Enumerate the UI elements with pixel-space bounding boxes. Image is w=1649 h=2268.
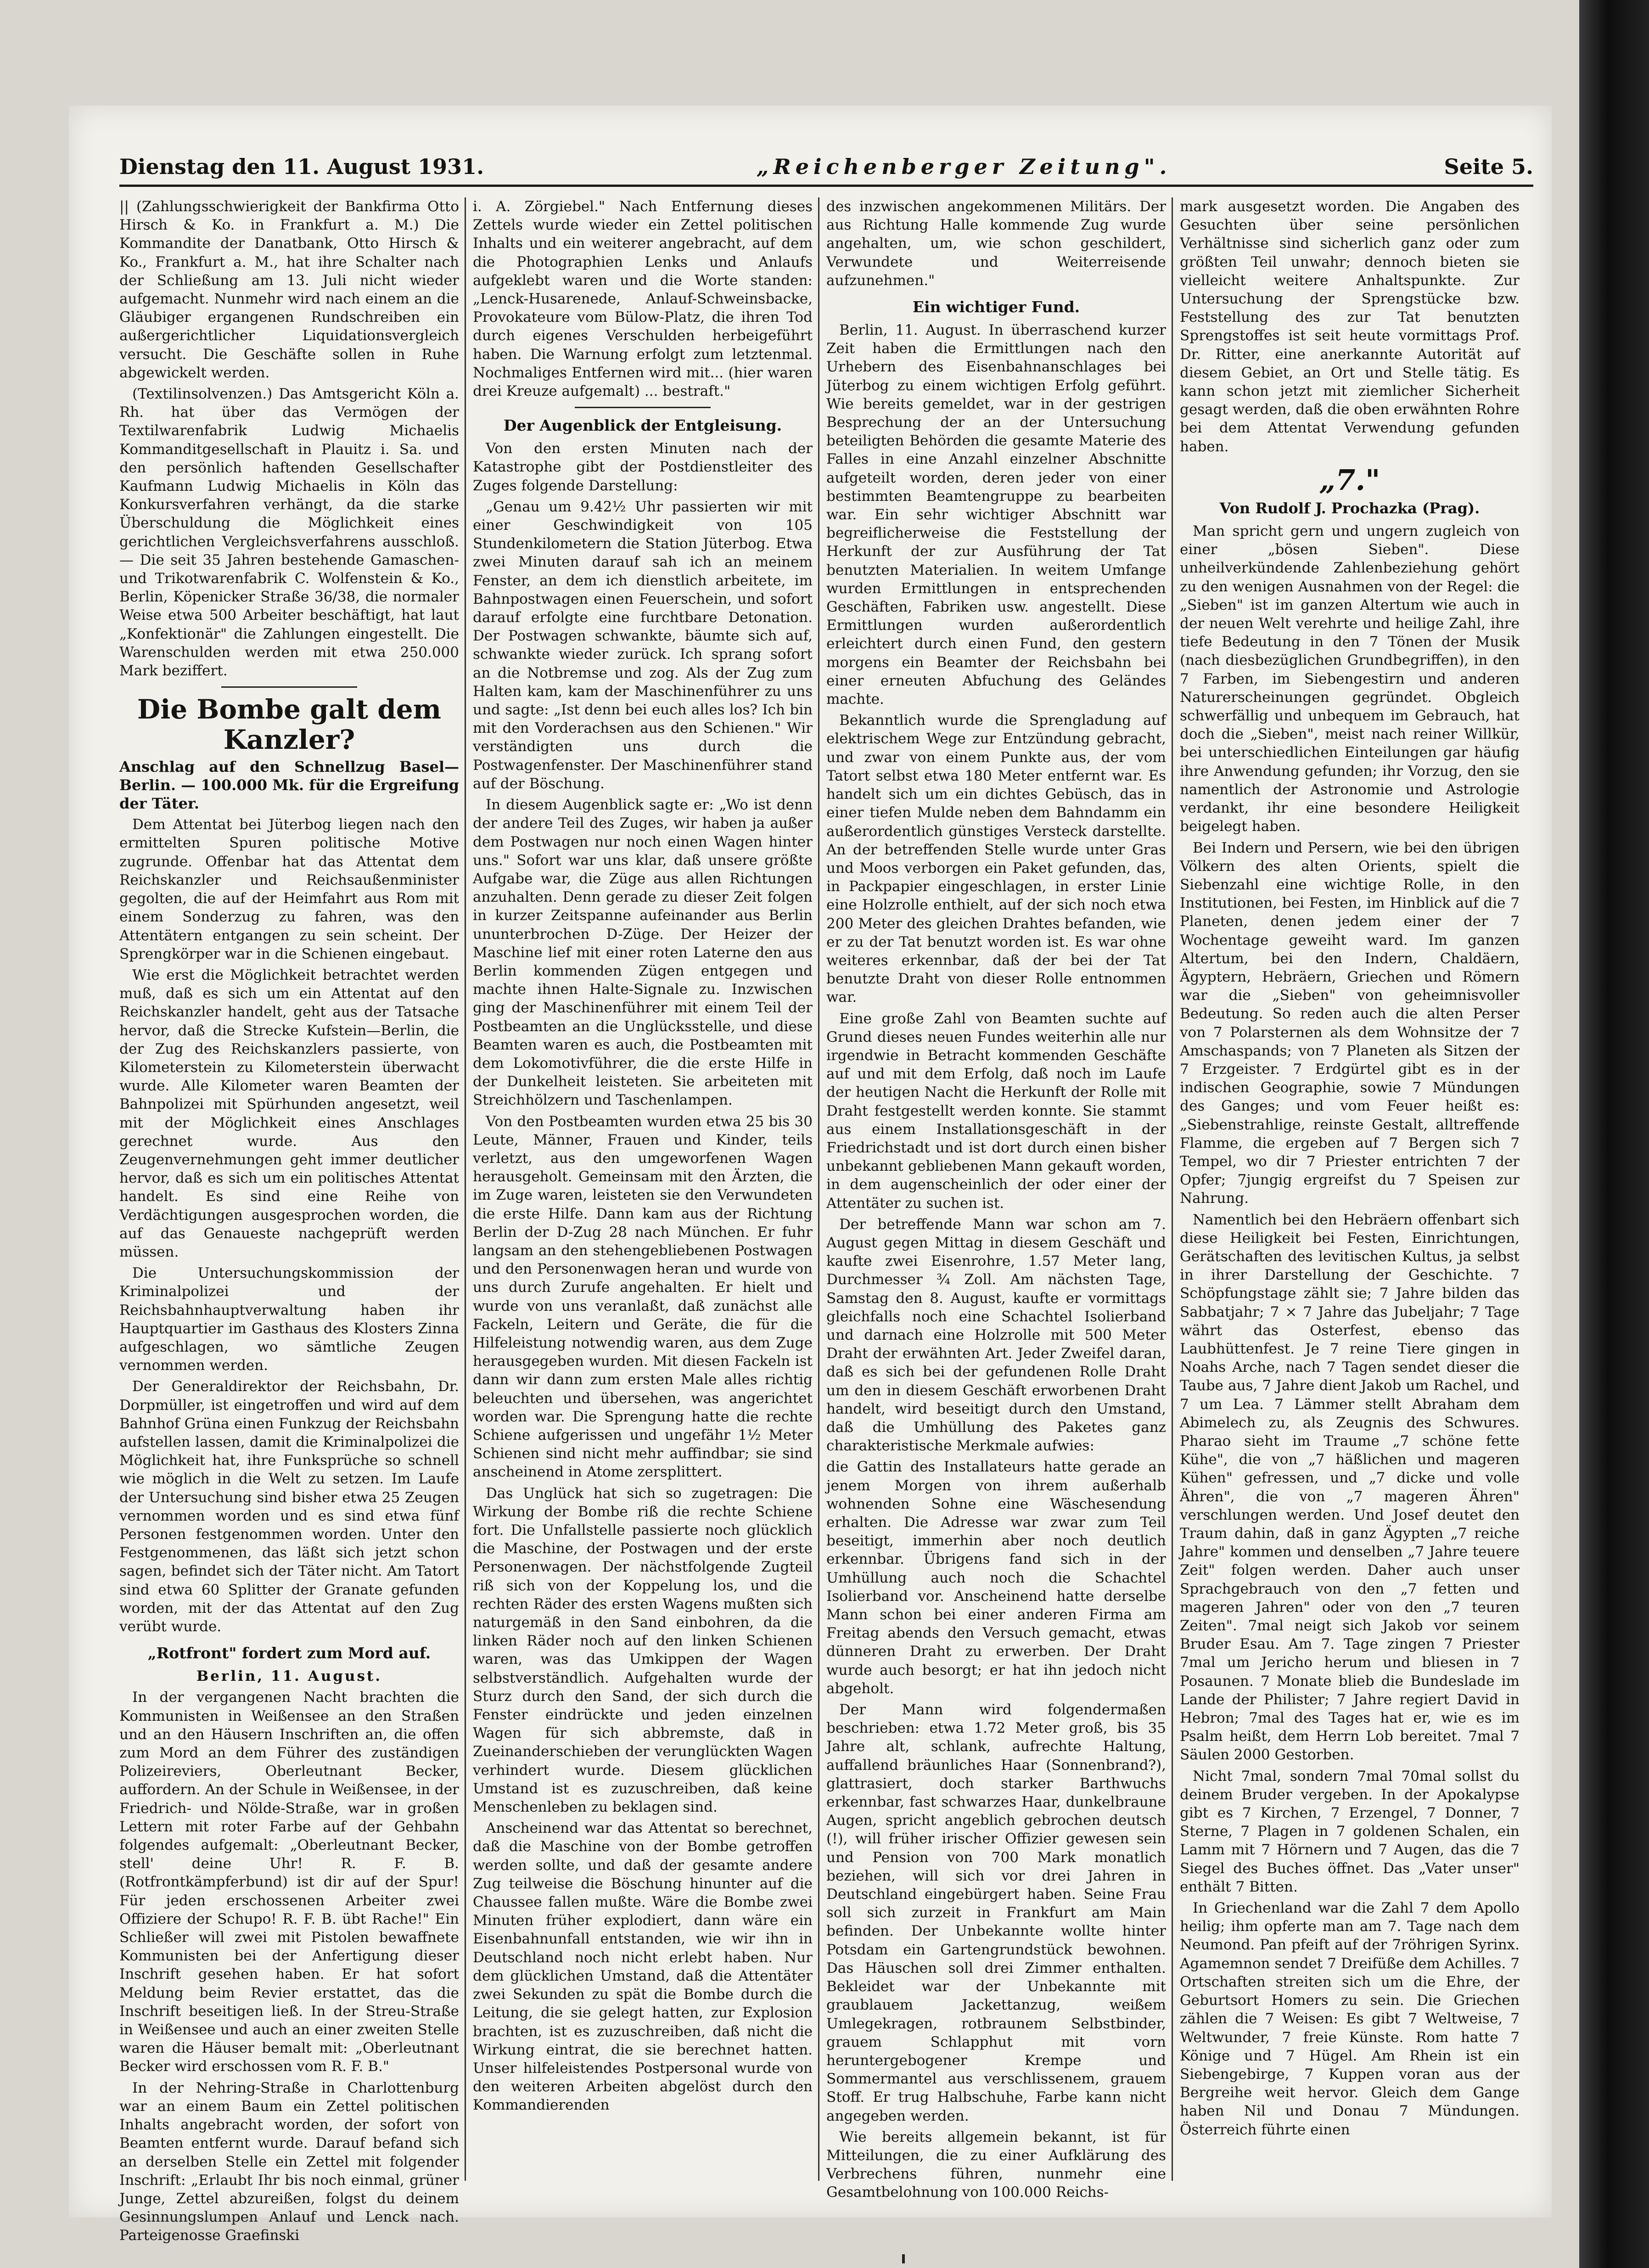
article-paragraph: Von den Postbeamten wurden etwa 25 bis 30 Leute, Männer, Frauen und Kinder, teils verletzt, aus den umgeworfenen Wagen herausgeholt. Gemeinsam mit den Ärzten, die im Zuge waren, leisteten sie den Verwundeten die erste Hilfe. Dann kam aus der Richtung Berlin der D-Zug 28 nach München. Er fuhr langsam an den stehengebliebenen Postwagen und den Personenwagen heran und wurde von uns durch Zurufe angehalten. Er hielt und wurde von uns veranlaßt, daß zunächst alle Fackeln, Leitern und Geräte, die für die Hilfeleistung notwendig waren, aus dem Zuge herausgegeben wurden. Mit diesen Fackeln ist dann wir dann zum ersten Male alles richtig beleuchten und übersehen, was angerichtet worden war. Die Sprengung hatte die rechte Schiene aufgerissen und ungefähr 1½ Meter Schienen sind nicht mehr auffindbar; sie sind anscheinend in Atome zersplittert. <box>473 1113 813 1481</box>
article-paragraph: In der Nehring-Straße in Charlottenburg war an einem Baum ein Zettel politischen Inhalts angebracht worden, der sofort von Beamten entfernt wurde. Darauf befand sich an derselben Stelle ein Zettel mit folgender Inschrift: „Erlaubt Ihr bis noch einmal, grüner Junge, Zettel abzureißen, folgst du deinem Gesinnungslumpen Anlauf und Lenck nach. Parteigenosse Graefinski <box>119 2079 459 2244</box>
article-paragraph: In Griechenland war die Zahl 7 dem Apollo heilig; ihm opferte man am 7. Tage nach dem Neumond. Pan pfeift auf der 7röhrigen Syrinx. Agamemnon sendet 7 Dreifüße dem Achilles. 7 Ortschaften streiten sich um die Ehre, der Geburtsort Homers zu sein. Die Griechen zählen die 7 Weisen: Es gibt 7 Weltweise, 7 Weltwunder, 7 freie Künste. Rom hatte 7 Könige und 7 Hügel. Am Rhein ist ein Siebengebirge, 7 Kuppen voran aus der Bergreihe weit hervor. Gleich dem Gange haben Nil und Donau 7 Mündungen. Österreich führte einen <box>1180 1900 1520 2138</box>
headline-fund: Ein wichtiger Fund. <box>912 298 1080 316</box>
article-paragraph: Anscheinend war das Attentat so berechnet, daß die Maschine von der Bombe getroffen werden sollte, und daß der gesamte andere Zug teilweise die Böschung hinunter auf die Chaussee fallen mußte. Wäre die Bombe zwei Minuten früher explodiert, dann wäre ein Eisenbahnunfall entstanden, wie wir ihn in Deutschland noch nicht erlebt haben. Nur dem glücklichen Umstand, daß die Attentäter zwei Sekunden zu spät die Bombe durch die Leitung, die sie gelegt hatten, zur Explosion brachten, ist es zuzuschreiben, daß nicht die Wirkung eintrat, die sie berechnet hatten. Unser hilfeleistendes Postpersonal wurde von den weiteren Arbeiten abgelöst durch den Kommandierenden <box>473 1820 813 2114</box>
article-paragraph: des inzwischen angekommenen Militärs. Der aus Richtung Halle kommende Zug wurde angehalten, um, wie schon geschildert, Verwundete und Weiterreisende aufzunehmen." <box>826 198 1166 289</box>
dateline: Berlin, 11. August. <box>196 1668 382 1685</box>
article-paragraph: In diesem Augenblick sagte er: „Wo ist denn der andere Teil des Zuges, wir haben ja außer dem Postwagen nur noch einen Wagen hinter uns." Sofort war uns klar, daß unsere größte Aufgabe war, die Züge aus allen Richtungen anzuhalten. Denn gerade zu dieser Zeit folgen in kurzer Zeitspanne aufeinander aus Berlin ununterbrochen D-Züge. Der Heizer der Maschine lief mit einer roten Laterne den aus Berlin kommenden Zügen entgegen und machte ihnen Halte-Signale zu. Inzwischen ging der Maschinenführer mit einem Teil der Postbeamten an die Unglücksstelle, und diese Beamten waren es auch, die Postbeamten mit dem Lokomotivführer, die die erste Hilfe in der Dunkelheit leisteten. Sie arbeiteten mit Streichhölzern und Taschenlampen. <box>473 797 813 1109</box>
article-paragraph: Das Unglück hat sich so zugetragen: Die Wirkung der Bombe riß die rechte Schiene fort. Die Unfallstelle passierte noch glücklich die Maschine, der Postwagen und der erste Personenwagen. Der nächstfolgende Zugteil riß sich von der Koppelung los, und die rechten Räder des ersten Wagens mußten sich naturgemäß in den Sand einbohren, da die linken Räder noch auf den linken Schienen waren, was das Umkippen der Wagen selbstverständlich. Aufgehalten wurde der Sturz durch den Sand, der sich durch die Fenster eindrückte und jeden einzelnen Wagen für sich abbremste, daß in Zueinanderschieben der verunglückten Wagen verhindert wurde. Diesem glücklichen Umstand ist es zuzuschreiben, daß keine Menschenleben zu beklagen sind. <box>473 1485 813 1816</box>
article-paragraph: „Genau um 9.42½ Uhr passierten wir mit einer Geschwindigkeit von 105 Stundenkilometern die Station Jüterbog. Etwa zwei Minuten darauf sah ich an meinem Fenster, an dem ich dienstlich arbeitete, im Bahnpostwagen einen Feuerschein, und sofort darauf erfolgte eine furchtbare Detonation. Der Postwagen schwankte, bäumte sich auf, schwankte wieder zurück. Ich sprang sofort an die Notbremse und zog. Als der Zug zum Halten kam, kam der Maschinenführer zu uns und sagte: „Ist denn bei euch alles los? Ich bin mit den Vorderachsen aus den Schienen." Wir verständigten uns durch die Postwagenfenster. Der Maschinenführer stand auf der Böschung. <box>473 498 813 792</box>
article-paragraph: Wie bereits allgemein bekannt, ist für Mitteilungen, die zu einer Aufklärung des Verbrechens führen, nunmehr eine Gesamtbelohnung von 100.000 Reichs- <box>826 2128 1166 2201</box>
separator <box>221 686 357 688</box>
article-paragraph: Der betreffende Mann war schon am 7. August gegen Mittag in diesem Geschäft und kaufte zwei Eisenrohre, 1.57 Meter lang, Durchmesser ¾ Zoll. Am nächsten Tage, Samstag den 8. August, kaufte er vormittags gleichfalls noch eine Schachtel Isolierband und darnach eine Holzrolle mit 500 Meter Draht der erwähnten Art. Jeder Zweifel daran, daß es sich bei der gefundenen Rolle Draht um den in diesem Geschäft erworbenen Draht handelt, wird beseitigt durch den Umstand, daß die Umhüllung des Paketes ganz charakteristische Merkmale aufwies: <box>826 1216 1166 1454</box>
article-paragraph: Dem Attentat bei Jüterbog liegen nach den ermittelten Spuren politische Motive zugrunde. Offenbar hat das Attentat dem Reichskanzler und Reichsaußenminister gegolten, die auf der Heimfahrt aus Rom mit einem Sonderzug zu fahren, was den Attentätern entgangen zu sein scheint. Der Sprengkörper war in die Schienen eingebaut. <box>119 816 459 962</box>
article-paragraph: In der vergangenen Nacht brachten die Kommunisten in Weißensee an den Straßen und an den Häusern Inschriften an, die offen zum Mord an dem Führer des zuständigen Polizeireviers, Oberleutnant Becker, auffordern. An der Schule in Weißensee, in der Friedrich- und Nölde-Straße, war in großen Lettern mit roter Farbe auf der Gehbahn folgendes aufgemalt: „Oberleutnant Becker, stell' deine Uhr! R. F. B. (Rotfrontkämpferbund) ist dir auf der Spur! Für jeden erschossenen Arbeiter zwei Offiziere der Schupo! R. F. B. übt Rache!" Ein Schließer will zwei mit Pistolen bewaffnete Kommunisten bei der Anfertigung dieser Inschrift gesehen haben. Er hat sofort Meldung beim Revier erstattet, das die Inschrift beseitigen ließ. In der Streu-Straße in Weißensee und auch an einer zweiten Stelle waren die Häuser bemalt mit: „Oberleutnant Becker wird erschossen vom R. F. B." <box>119 1689 459 2075</box>
print-mark <box>902 2254 905 2263</box>
header-rule <box>119 185 1533 187</box>
article-paragraph: Der Generaldirektor der Reichsbahn, Dr. Dorpmüller, ist eingetroffen und wird auf dem Bahnhof Grüna einen Funkzug der Reichsbahn aufstellen lassen, damit die Kriminalpolizei die Möglichkeit hat, ihre Funksprüche so schnell wie möglich in die Welt zu setzen. Im Laufe der Untersuchung sind bisher etwa 25 Zeugen vernommen worden und es sind etwa fünf Personen festgenommen worden. Unter den Festgenommenen, das läßt sich jetzt schon sagen, befindet sich der Täter nicht. Am Tatort sind etwa 60 Splitter der Granate gefunden worden, mit der das Attentat auf den Zug verübt wurde. <box>119 1378 459 1635</box>
article-paragraph: mark ausgesetzt worden. Die Angaben des Gesuchten über seine persönlichen Verhältnisse sind sicherlich ganz oder zum größten Teil unwahr; dennoch bieten sie vielleicht weitere Anhaltspunkte. Zur Untersuchung der Sprengstücke bzw. Feststellung des zur Tat benutzten Sprengstoffes ist seit heute vormittags Prof. Dr. Ritter, eine anerkannte Autorität auf diesem Gebiet, an Ort und Stelle tätig. Es kann schon jetzt mit ziemlicher Sicherheit gesagt werden, daß die oben erwähnten Rohre bei dem Attentat Verwendung gefunden haben. <box>1180 198 1520 455</box>
headline-rotfront: „Rotfront" fordert zum Mord auf. <box>147 1644 431 1662</box>
article-paragraph: Bei Indern und Persern, wie bei den übrigen Völkern des alten Orients, spielt die Siebenzahl eine wichtige Rolle, in den Institutionen, bei Festen, im Hinblick auf die 7 Planeten, denen jedem einer der 7 Wochentage geweiht ward. Im ganzen Altertum, bei den Indern, Chaldäern, Ägyptern, Hebräern, Griechen und Römern war die „Sieben" von geheimnisvoller Bedeutung. So reden auch die alten Perser von 7 Polarsternen als dem Wohnsitze der 7 Amschaspands; von 7 Planeten als Sitzen der 7 Erzgeister. 7 Erdgürtel gibt es in der indischen Geographie, sowie 7 Mündungen des Ganges; und vom Feuer heißt es: „Siebenstrahlige, reinste Gestalt, alltreffende Flamme, die ergeben auf 7 Bergen sich 7 Tempel, wo dir 7 Priester entrichten 7 der Opfer; 7jungig ergreifst du 7 Speisen zur Nahrung. <box>1180 839 1520 1207</box>
article-paragraph: Die Untersuchungskommission der Kriminalpolizei und der Reichsbahnhauptverwaltung haben ihr Hauptquartier im Gasthaus des Klosters Zinna aufgeschlagen, wo sämtliche Zeugen vernommen werden. <box>119 1265 459 1374</box>
headline-seven: „7." <box>1319 463 1380 497</box>
header-page-number: Seite 5. <box>1444 154 1533 179</box>
article-paragraph: (Textilinsolvenzen.) Das Amtsgericht Köln a. Rh. hat über das Vermögen der Textilwarenfabrik Ludwig Michaelis Kommanditgesellschaft in Plauitz i. Sa. und den persönlich haftenden Gesellschafter Kaufmann Ludwig Michaelis in Köln das Konkursverfahren verhängt, da die starke Überschuldung die Möglichkeit eines gerichtlichen Vergleichsverfahrens ausschloß. — Die seit 35 Jahren bestehende Gamaschen- und Trikotwarenfabrik C. Wolfenstein & Ko., Berlin, Köpenicker Straße 36/38, die normaler Weise etwa 500 Arbeiter beschäftigt, hat laut „Konfektionär" die Zahlungen eingestellt. Die Warenschulden werden mit etwa 250.000 Mark beziffert. <box>119 386 459 679</box>
separator <box>575 407 711 408</box>
column-4 <box>1180 197 1520 2139</box>
page-header <box>119 147 1533 179</box>
article-paragraph: i. A. Zörgiebel." Nach Entfernung dieses Zettels wurde wieder ein Zettel politischen Inhalts und ein weiterer angebracht, auf dem die Photographien Lenks und Anlaufs aufgeklebt waren und die Worte standen: „Lenck-Husarenede, Anlauf-Schweinsbacke, Provokateure vom Bülow-Platz, die ihren Tod durch eigenes Verschulden herbeigeführt haben. Die Warnung erfolgt zum letztenmal. Nochmaliges Entfernen wird mit... (hier waren drei Kreuze aufgemalt) ... bestraft." <box>473 198 813 400</box>
headline-entgleisung: Der Augenblick der Entgleisung. <box>503 416 782 435</box>
article-paragraph: die Gattin des Installateurs hatte gerade an jenem Morgen von ihrem außerhalb wohnenden Sohne eine Wäschesendung erhalten. Die Adresse war zwar zum Teil beseitigt, immerhin aber noch deutlich erkennbar. Übrigens fand sich in der Umhüllung auch noch die Schachtel Isolierband vor. Anscheinend hatte derselbe Mann schon bei einer anderen Firma am Freitag abends den Versuch gemacht, etwas dünneren Draht zu erwerben. Der Draht wurde auch besorgt; er hat ihn jedoch nicht abgeholt. <box>826 1459 1166 1697</box>
article-paragraph: Von den ersten Minuten nach der Katastrophe gibt der Postdienstleiter des Zuges folgende Darstellung: <box>473 440 813 494</box>
article-paragraph: Man spricht gern und ungern zugleich von einer „bösen Sieben". Diese unheilverkündende Zahlenbeziehung gehört zu den wenigen Ausnahmen von der Regel: die „Sieben" ist im ganzen Altertum wie auch in der neuen Welt verehrte und heilige Zahl, ihre tiefe Bedeutung in den 7 Tönen der Musik (nach diesbezüglichen Grundbegriffen), in den 7 Farben, im Siebengestirn und anderen Naturerscheinungen gegründet. Obgleich schwerfällig und unbequem im Gebrauch, hat doch die „Sieben", meist nach reiner Willkür, bei unterschiedlichen Einteilungen gar häufig ihre Anwendung gefunden; ihr Vorzug, den sie namentlich der Astronomie und Astrologie verdankt, ihr eine besondere Heiligkeit beigelegt haben. <box>1180 523 1520 835</box>
column-rule <box>818 197 819 2181</box>
article-paragraph: Namentlich bei den Hebräern offenbart sich diese Heiligkeit bei Festen, Einrichtungen, Gerätschaften des levitischen Kultus, ja selbst in ihrer Darstellung der Geschichte. 7 Schöpfungstage zählt sie; 7 Jahre bilden das Sabbatjahr; 7 × 7 Jahre das Jubeljahr; 7 Tage währt das Osterfest, ebenso das Laubhüttenfest. Je 7 reine Tiere gingen in Noahs Arche, nach 7 Tagen sendet dieser die Taube aus, 7 Jahre dient Jakob um Rachel, und 7 um Lea. 7 Lämmer stellt Abraham dem Abimelech zu, als Zeugnis des Schwures. Pharao sieht im Traume „7 schöne fette Kühe", die von „7 häßlichen und mageren Kühen" gefressen, und „7 dicke und volle Ähren", die von „7 mageren Ähren" verschlungen werden. Und Josef deutet den Traum dahin, daß in ganz Ägypten „7 reiche Jahre" kommen und denselben „7 Jahre teuere Zeit" folgen werden. Daher auch unser Sprachgebrauch von den „7 fetten und mageren Jahren" oder von den „7 teuren Zeiten". 7mal neigt sich Jakob vor seinem Bruder Esau. Am 7. Tage zingen 7 Priester 7mal um Jericho herum und bliesen in 7 Posaunen. 7 Monate blieb die Bundeslade im Lande der Philister; 7 Jahre regiert David in Hebron; 7mal des Tages hat er, wie es im Psalm heißt, dem Herrn Lob bereitet. 7mal 7 Säulen 2000 Gestorben. <box>1180 1211 1520 1763</box>
column-rule <box>1172 197 1173 2181</box>
scan-edge <box>1579 0 1649 2268</box>
newspaper-page <box>69 106 1552 2244</box>
headline-bombe: Die Bombe galt dem Kanzler? <box>137 694 442 756</box>
article-paragraph: Eine große Zahl von Beamten suchte auf Grund dieses neuen Fundes weiterhin alle nur irgendwie in Betracht kommenden Geschäfte auf und mit dem Erfolg, daß noch im Laufe der heutigen Nacht die Herkunft der Rolle mit Draht festgestellt werden konnte. Sie stammt aus einem Installationsgeschäft in der Friedrichstadt und ist dort durch einen bisher unbekannt gebliebenen Mann gekauft worden, in dem augenscheinlich der oder einer der Attentäter zu suchen ist. <box>826 1010 1166 1212</box>
article-paragraph: Der Mann wird folgendermaßen beschrieben: etwa 1.72 Meter groß, bis 35 Jahre alt, schlank, aufrechte Haltung, auffallend bräunliches Haar (Sonnenbrand?), glattrasiert, doch starker Barthwuchs erkennbar, fast schwarzes Haar, dunkelbraune Augen, spricht angeblich gebrochen deutsch (!), will früher irischer Offizier gewesen sein und Pension von 700 Mark monatlich beziehen, will sich vor drei Jahren in Deutschland eingebürgert haben. Seine Frau soll sich zurzeit in Frankfurt am Main befinden. Der Unbekannte wollte hinter Potsdam ein Gartengrundstück bewohnen. Das Häuschen soll drei Zimmer enthalten. Bekleidet war der Unbekannte mit graublauem Jackettanzug, weißem Umlegekragen, rotbraunem Selbstbinder, grauem Schlapphut mit vorn heruntergebogener Krempe und Sommermantel aus verschlissenem, grauem Stoff. Er trug Halbschuhe, Farbe kann nicht angegeben werden. <box>826 1701 1166 2124</box>
column-1 <box>119 197 459 2244</box>
article-paragraph: Berlin, 11. August. In überraschend kurzer Zeit haben die Ermittlungen nach den Urhebern des Eisenbahnanschlages bei Jüterbog zu einem wichtigen Erfolg geführt. Wie bereits gemeldet, war in der gestrigen Besprechung der an der Untersuchung beteiligten Behörden die gesamte Materie des Falles in eine Anzahl einzelner Abschnitte aufgeteilt worden, deren jeder von einer bestimmten Beamtengruppe zu bearbeiten war. Ein sehr wichtiger Abschnitt war begreiflicherweise die Feststellung der Herkunft der zur Ausführung der Tat benutzten Materialien. In weitem Umfange wurden Ermittlungen in entsprechenden Geschäften, Fabriken usw. angestellt. Diese Ermittlungen wurden außerordentlich erleichtert durch einen Fund, den gestern morgens ein Beamter der Reichsbahn bei einer erneuten Abfuchung des Geländes machte. <box>826 322 1166 708</box>
column-2 <box>473 197 813 2176</box>
article-paragraph: Wie erst die Möglichkeit betrachtet werden muß, daß es sich um ein Attentat auf den Reichskanzler handelt, geht aus der Tatsache hervor, daß die Strecke Kufstein—Berlin, die der Zug des Reichskanzlers passierte, von Kilometerstein zu Kilometerstein überwacht wurde. Alle Kilometer waren Beamten der Bahnpolizei mit Spürhunden angesetzt, weil mit der Möglichkeit eines Anschlages gerechnet wurde. Aus den Zeugenvernehmungen geht immer deutlicher hervor, daß es sich um ein politisches Attentat handelt. Es sind eine Reihe von Verdächtigungen ausgesprochen worden, die auf das Genaueste nachgeprüft werden müssen. <box>119 966 459 1260</box>
header-date: Dienstag den 11. August 1931. <box>119 154 484 179</box>
column-rule <box>465 197 466 2181</box>
column-3 <box>826 197 1166 2201</box>
byline: Von Rudolf J. Prochazka (Prag). <box>1219 499 1480 517</box>
header-masthead: „Reichenberger Zeitung". <box>757 154 1172 179</box>
article-paragraph: Bekanntlich wurde die Sprengladung auf elektrischem Wege zur Entzündung gebracht, und zwar von einem Punkte aus, der vom Tatort selbst etwa 180 Meter entfernt war. Es handelt sich um ein dichtes Gebüsch, das in einer tiefen Mulde neben dem Bahndamm ein außerordentlich günstiges Versteck darstellte. An der betreffenden Stelle wurde unter Gras und Moos verborgen ein Paket gefunden, das, in Packpapier eingeschlagen, in erster Linie eine Holzrolle enthielt, auf der sich noch etwa 200 Meter des gleichen Drahtes befanden, wie er zu der Tat benutzt worden ist. Es war ohne weiteres erkennbar, daß der bei der Tat benutzte Draht von dieser Rolle entnommen war. <box>826 712 1166 1006</box>
subheadline: Anschlag auf den Schnellzug Basel—Berlin. — 100.000 Mk. für die Ergreifung der Täter. <box>119 758 459 813</box>
article-paragraph: || (Zahlungsschwierigkeit der Bankfirma Otto Hirsch & Ko. in Frankfurt a. M.) Die Kommandite der Danatbank, Otto Hirsch & Ko., Frankfurt a. M., hat ihre Schalter nach der Schließung am 13. Juli nicht wieder aufgemacht. Nunmehr wird nach einem an die Gläubiger ergangenen Rundschreiben ein außergerichtlicher Liquidationsvergleich versucht. Die Geschäfte sollen in Ruhe abgewickelt werden. <box>119 198 459 381</box>
article-paragraph: Nicht 7mal, sondern 7mal 70mal sollst du deinem Bruder vergeben. In der Apokalypse gibt es 7 Kirchen, 7 Erzengel, 7 Donner, 7 Sterne, 7 Plagen in 7 goldenen Schalen, ein Lamm mit 7 Hörnern und 7 Augen, das die 7 Siegel des Buches öffnet. Das „Vater unser" enthält 7 Bitten. <box>1180 1768 1520 1895</box>
